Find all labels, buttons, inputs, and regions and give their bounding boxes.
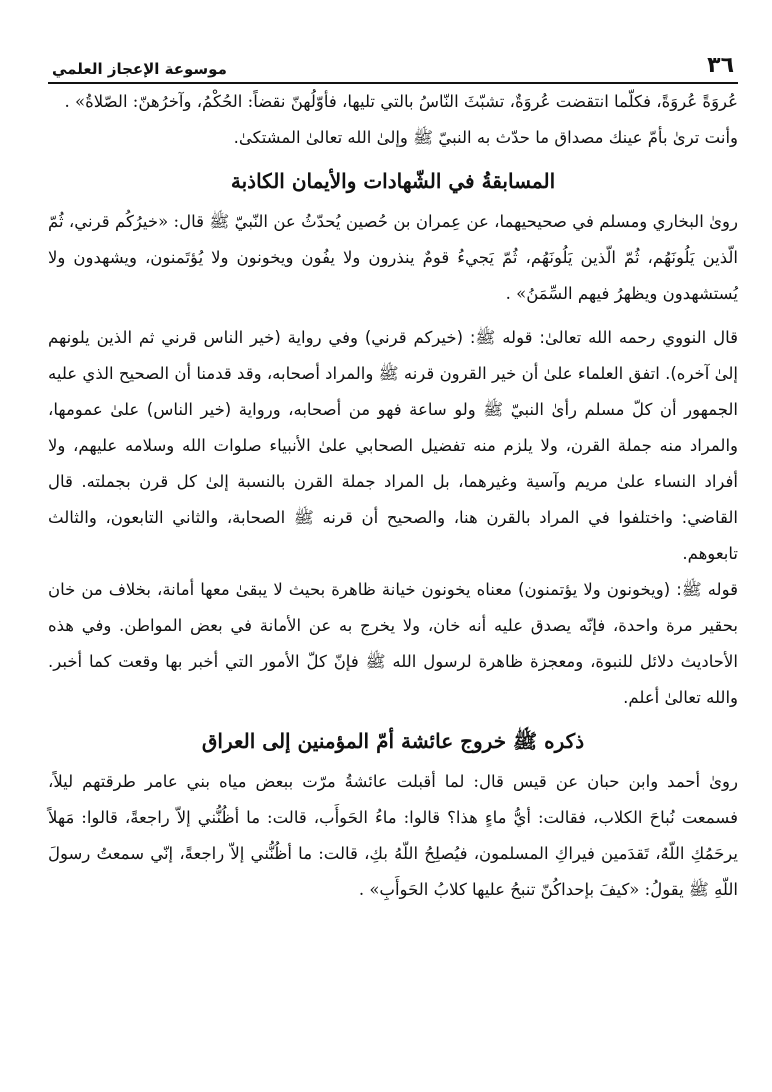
- paragraph-commentary: وأنت ترىٰ بأمّ عينك مصداق ما حدّث به النبيّ ﷺ وإلىٰ الله تعالىٰ المشتكىٰ.: [233, 128, 738, 147]
- page-header: [48, 44, 738, 84]
- paragraph-nawawi: قال النووي رحمه الله تعالىٰ: قوله ﷺ: (خيركم قرني) وفي رواية (خير الناس قرني ثم الذين يلونهم إلىٰ آخره). اتفق العلماء علىٰ أن خير القرون قرنه ﷺ والمراد أصحابه، وقد قدمنا أن الصحيح الذي عليه الجمهور أن كلّ مسلم رأىٰ النبيّ ﷺ ولو ساعة فهو من أصحابه، ورواية (خير الناس) علىٰ عمومها، والمراد منه جملة القرن، ولا يلزم منه تفضيل الصحابي علىٰ الأنبياء صلوات الله وسلامه عليهم، ولا أفراد النساء علىٰ مريم وآسية وغيرهما، بل المراد جملة القرن بالنسبة إلىٰ كل قرن بجملته. قال القاضي: واختلفوا في المراد بالقرن هنا، والصحيح أن قرنه ﷺ الصحابة، والثاني التابعون، والثالث تابعوهم.: [48, 328, 738, 563]
- section-heading-aisha: ذكره ﷺ خروج عائشة أمّ المؤمنين إلى العراق: [201, 729, 585, 753]
- page: [48, 44, 738, 908]
- paragraph-hadith-hawab: روىٰ أحمد وابن حبان عن قيس قال: لما أقبلت عائشةُ مرّت ببعض مياه بني عامر طرقتهم ليلاً، فسمعت نُباحَ الكلاب، فقالت: أيُّ ماءٍ هذا؟ قالوا: ماءُ الحَوأَب، قالت: ما أظُنُّني إلاّ راجعةً، قالوا: مَهلاً يرحَمُكِ اللّهُ، تَقدَمين فيراكِ المسلمون، فيُصلِحُ اللّهُ بكِ، قالت: ما أظُنُّني إلاّ راجعةً، إنّي سمعتُ رسولَ اللّهِ ﷺ يقولُ: «كيفَ بإحداكُنّ تنبحُ عليها كلابُ الحَوأَبِ» .: [48, 772, 738, 899]
- page-number: ٣٦: [707, 53, 734, 78]
- paragraph-hadith-end: عُروَةً عُروَةً، فكلّما انتقضت عُروَةٌ، تشبّثَ النّاسُ بالتي تليها، فأوّلُهنّ نقضاً: الحُكْمُ، وآخرُهنّ: الصّلاةُ» .: [64, 92, 738, 111]
- spacer: [48, 312, 738, 320]
- paragraph-hadith-bukhari: روىٰ البخاري ومسلم في صحيحيهما، عن عِمران بن حُصين يُحدّثُ عن النّبيّ ﷺ قال: «خيرُكُم قرني، ثُمّ الّذين يَلُونَهُم، ثُمّ الّذين يَلُونَهُم، ثُمّ يَجيءُ قومٌ ينذرون ولا يفُون ويخونون ولا يُؤتَمنون، ويشهدون ولا يُستشهدون ويظهرُ فيهم السِّمَنُ» .: [48, 212, 738, 303]
- section-heading-false-testimony: المسابقةُ في الشّهادات والأيمان الكاذبة: [230, 169, 556, 193]
- paragraph-explanation: قوله ﷺ: (ويخونون ولا يؤتمنون) معناه يخونون خيانة ظاهرة بحيث لا يبقىٰ معها أمانة، بخلاف من خان بحقير مرة واحدة، فإنّه يصدق عليه أنه خان، ولا يخرج به عن الأمانة في بعض المواطن. وفي هذه الأحاديث دلائل للنبوة، ومعجزة ظاهرة لرسول الله ﷺ فإنّ كلّ الأمور التي أخبر بها وقعت كما أخبر. والله تعالىٰ أعلم.: [48, 580, 738, 707]
- running-title: موسوعة الإعجاز العلمي: [52, 60, 227, 78]
